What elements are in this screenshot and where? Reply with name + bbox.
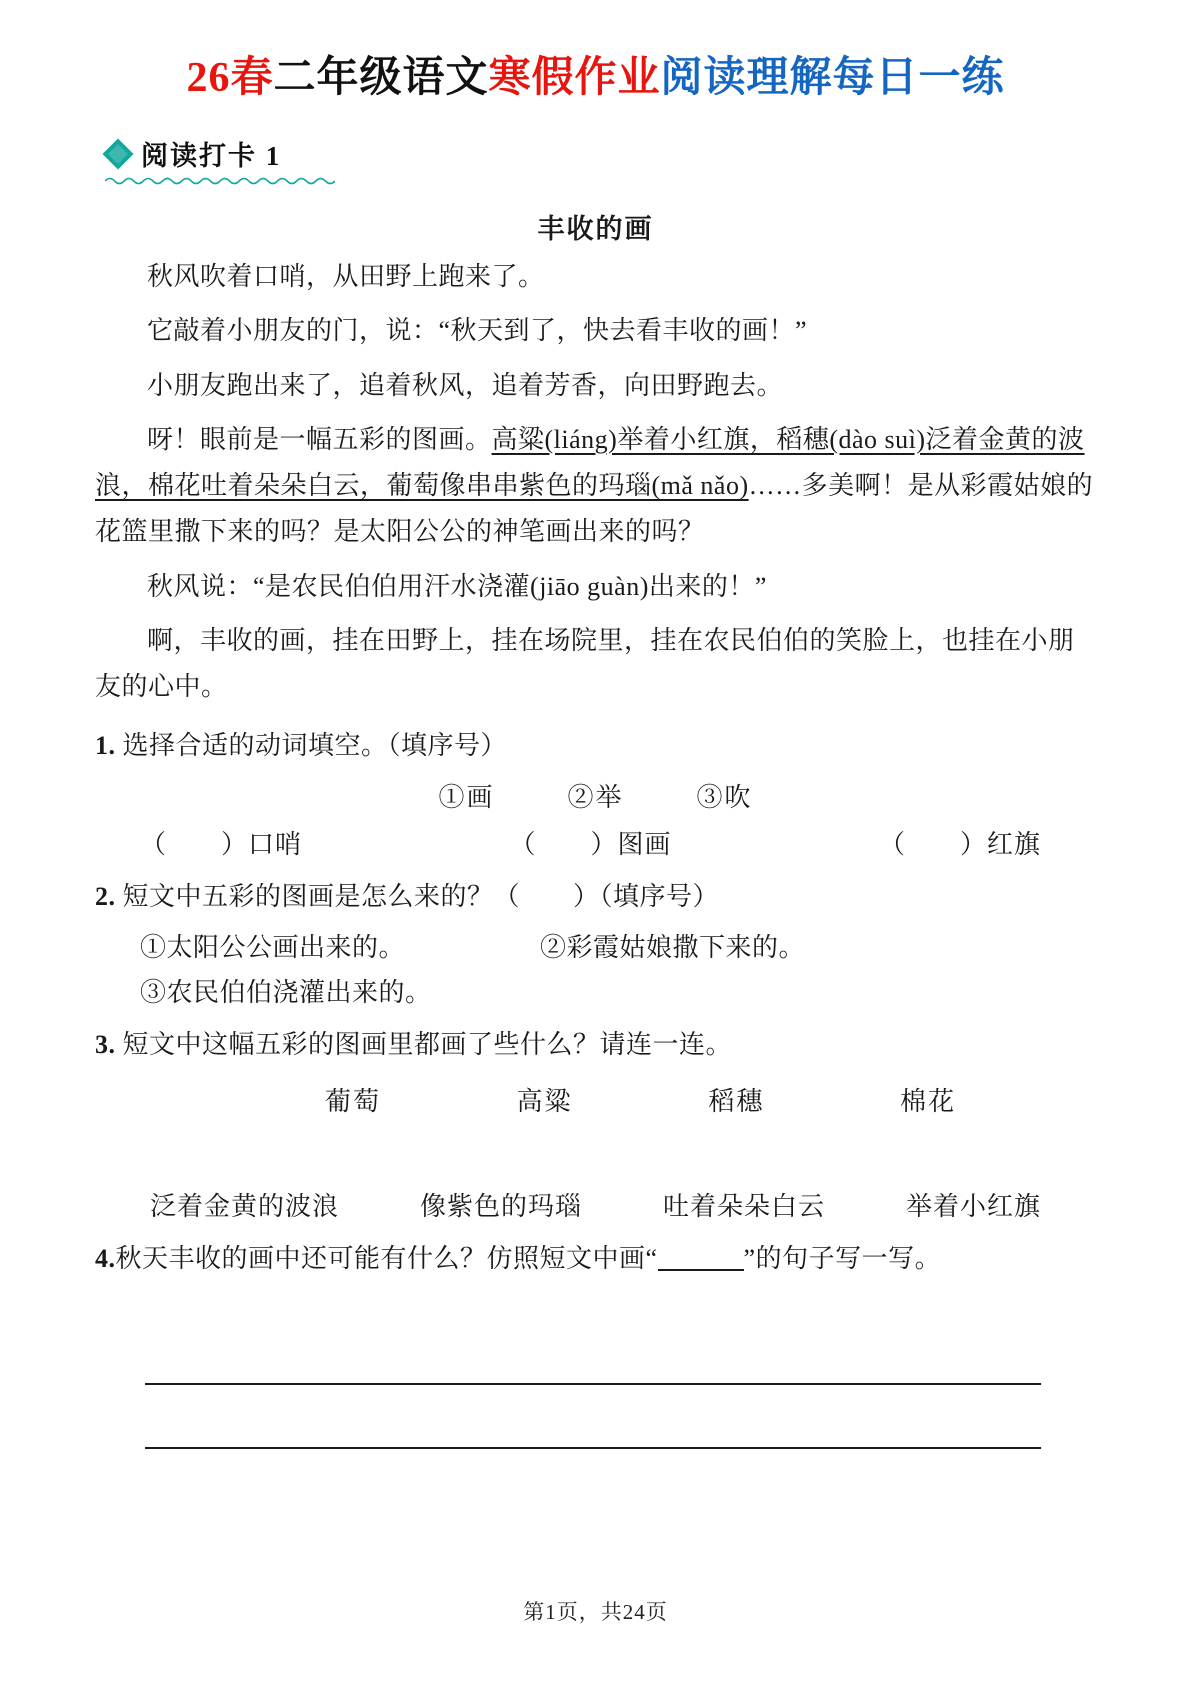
question-1 — [95, 724, 1096, 768]
question-3 — [95, 1023, 1096, 1067]
article-paragraph-4-lead: 呀！眼前是一幅五彩的图画。 — [147, 424, 492, 454]
match-left-3[interactable]: 稻穗 — [708, 1086, 765, 1116]
title-part-subject: 二年级语文 — [273, 55, 489, 101]
question-2-number: 2. — [95, 881, 116, 911]
title-part-season: 26春 — [186, 55, 274, 101]
article-paragraph-1: 秋风吹着口哨，从田野上跑来了。 — [147, 262, 545, 291]
question-2-choices-row-2 — [95, 972, 1096, 1009]
question-1-blank-1[interactable]: （ ）口哨 — [140, 829, 303, 859]
question-1-options — [95, 777, 1096, 814]
page-footer: 第1页，共24页 — [523, 1600, 668, 1624]
match-left-1[interactable]: 葡萄 — [325, 1086, 382, 1116]
question-3-left-items — [95, 1081, 1096, 1118]
question-1-blanks — [95, 824, 1096, 861]
question-2-choice-3[interactable]: ③农民伯伯浇灌出来的。 — [140, 977, 432, 1007]
question-1-option-2: ②举 — [567, 782, 624, 812]
match-right-4[interactable]: 举着小红旗 — [905, 1191, 1041, 1221]
question-1-number: 1. — [95, 731, 116, 761]
match-right-1[interactable]: 泛着金黄的波浪 — [150, 1191, 340, 1221]
question-2 — [95, 875, 1096, 919]
answer-area — [95, 1321, 1096, 1449]
question-1-blank-2[interactable]: （ ）图画 — [509, 829, 672, 859]
article-paragraph-3: 小朋友跑出来了，追着秋风，追着芳香，向田野跑去。 — [147, 370, 784, 400]
article-paragraph-4-tail: ……多美啊！是从彩霞姑娘的花篮里撒下来的吗？是太阳公公的神笔画出来的吗？ — [95, 471, 1094, 547]
page-title — [95, 44, 1096, 104]
article-paragraph-5: 秋风说：“是农民伯伯用汗水浇灌(jiāo guàn)出来的！” — [147, 571, 767, 601]
section-label: 阅读打卡 1 — [141, 141, 282, 171]
question-2-choice-2[interactable]: ②彩霞姑娘撒下来的。 — [540, 932, 806, 962]
question-1-text: 选择合适的动词填空。（填序号） — [122, 731, 508, 761]
question-4-number: 4. — [95, 1243, 116, 1273]
question-4-text-before: 秋天丰收的画中还可能有什么？仿照短文中画“ — [115, 1243, 658, 1273]
answer-line-2[interactable] — [145, 1385, 1041, 1449]
title-part-practice: 阅读理解每日一练 — [660, 55, 1005, 101]
question-2-text[interactable]: 短文中五彩的图画是怎么来的？（ ）（填序号） — [122, 881, 720, 911]
article-paragraph-4 — [95, 417, 1096, 556]
question-4-inline-blank — [658, 1269, 744, 1271]
title-part-homework: 寒假作业 — [488, 55, 661, 101]
match-left-4[interactable]: 棉花 — [899, 1086, 956, 1116]
question-3-right-items — [95, 1186, 1096, 1223]
question-3-number: 3. — [95, 1029, 116, 1059]
question-4 — [95, 1237, 1096, 1281]
wavy-underline-icon — [105, 176, 335, 186]
article-paragraph-2: 它敲着小朋友的门，说：“秋天到了，快去看丰收的画！” — [147, 316, 808, 346]
question-1-option-3: ③吹 — [696, 782, 753, 812]
question-4-text-after: ”的句子写一写。 — [743, 1243, 942, 1273]
article-title: 丰收的画 — [537, 214, 654, 244]
diamond-icon — [102, 138, 133, 169]
section-header — [95, 134, 1096, 173]
question-2-choice-1[interactable]: ①太阳公公画出来的。 — [140, 932, 406, 962]
match-left-2[interactable]: 高粱 — [516, 1086, 573, 1116]
article-paragraph-6: 啊，丰收的画，挂在田野上，挂在场院里，挂在农民伯伯的笑脸上，也挂在小朋友的心中。 — [95, 625, 1075, 702]
question-1-option-1: ①画 — [438, 782, 495, 812]
question-2-choices-row-1 — [95, 927, 1096, 964]
match-right-2[interactable]: 像紫色的玛瑙 — [419, 1191, 582, 1221]
match-right-3[interactable]: 吐着朵朵白云 — [662, 1191, 825, 1221]
answer-line-1[interactable] — [145, 1321, 1041, 1385]
article-underlined-sentence: 高粱(liáng)举着小红旗，稻穗(dào suì)泛着金黄的波浪，棉花吐着朵朵白云，葡萄像串串紫色的玛瑙(mǎ nǎo) — [95, 424, 1085, 501]
question-3-text: 短文中这幅五彩的图画里都画了些什么？请连一连。 — [122, 1029, 733, 1059]
question-1-blank-3[interactable]: （ ）红旗 — [878, 829, 1041, 859]
